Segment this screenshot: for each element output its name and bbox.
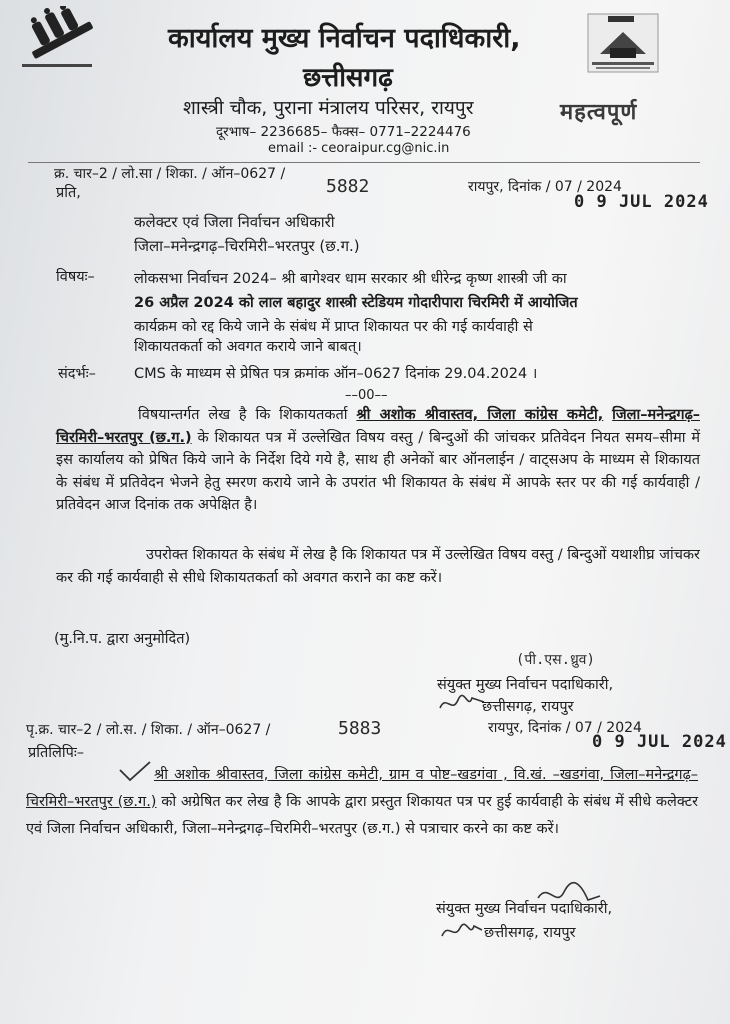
copy-label: प्रतिलिपिः– bbox=[28, 745, 85, 761]
signature-mark-2 bbox=[440, 918, 484, 946]
body-paragraph-2: उपरोक्त शिकायत के संबंध में लेख है कि शिकायत पत्र में उल्लेखित विषय वस्तु / बिन्दुओं यथाशीघ्र जांचकर कर की गई कार्यवाही से सीधे शिकायतकर्ता को अवगत कराने का कष्ट करें। bbox=[56, 547, 700, 586]
letter-date-stamp: 0 9 JUL 2024 bbox=[574, 192, 709, 212]
subject-label: विषयः– bbox=[56, 269, 95, 285]
reference-text: CMS के माध्यम से प्रेषित पत्र क्रमांक ऑन–0627 दिनांक 29.04.2024 । bbox=[134, 366, 538, 382]
endorsement-reference-number: पृ.क्र. चार–2 / लो.स. / शिका. / ऑन–0627 / bbox=[26, 722, 271, 738]
endorsement-ref-handwritten: 5883 bbox=[338, 718, 382, 739]
important-stamp: महत्वपूर्ण bbox=[560, 100, 638, 125]
endorsement-addressee: श्री अशोक श्रीवास्तव, जिला कांग्रेस कमेटी, ग्राम व पोष्ट–खडगंवा , वि.खं. –खडगंवा, जिला–मनेन्द्रगढ़–चिरमिरी–भरतपुर (छ.ग.) bbox=[26, 767, 698, 810]
body-p1-text-b: के शिकायत पत्र में उल्लेखित विषय वस्तु / बिन्दुओं की जांचकर प्रतिवेदन नियत समय–सीमा में इस कार्यालय को प्रेषित किये जाने के निर्देश दिये गये है, साथ ही अनेकों बार ऑनलाईन / वाट्सअप के माध्यम से शिकायत के संबंध में प्रतिवेदन भेजने हेतु स्मरण कराये जाने के उपरांत भी शिकायत के संबंध में आपके स्तर पर की गई कार्यवाही / प्रतिवेदन आज दिनांक तक अपेक्षित है। bbox=[56, 429, 700, 513]
letter-place-date: रायपुर, दिनांक / 07 / 2024 bbox=[468, 179, 622, 195]
voter-awareness-logo bbox=[580, 10, 666, 84]
eci-logo bbox=[20, 6, 106, 80]
reference-label: संदर्भः– bbox=[58, 366, 96, 382]
signatory-name: (पी.एस.ध्रुव) bbox=[516, 652, 595, 668]
subject-line-2: 26 अप्रैल 2024 को लाल बहादुर शास्त्री स्टेडियम गोदारीपारा चिरमिरी में आयोजित bbox=[134, 295, 578, 311]
body-p1-text-a: विषयान्तर्गत लेख है कि शिकायतकर्ता bbox=[138, 407, 357, 423]
subject-line-3: कार्यक्रम को रद्द किये जाने के संबंध में प्राप्त शिकायत पर की गई कार्यवाही से bbox=[134, 319, 533, 335]
subject-line-4: शिकायतकर्ता को अवगत कराये जाने बाबत्। bbox=[134, 339, 362, 355]
endorsement-paragraph bbox=[26, 762, 698, 843]
signature-mark-1 bbox=[438, 692, 488, 718]
signature-scribble bbox=[534, 878, 604, 916]
letter-ref-handwritten: 5882 bbox=[326, 176, 370, 197]
recipient-line-2: जिला–मनेन्द्रगढ़–चिरमिरी–भरतपुर (छ.ग.) bbox=[134, 237, 360, 255]
endorsement-place-date: रायपुर, दिनांक / 07 / 2024 bbox=[488, 720, 642, 736]
endorsement-text: को अग्रेषित कर लेख है कि आपके द्वारा प्रस्तुत शिकायत पत्र पर हुई कार्यवाही के संबंध में सीधे कलेक्टर एवं जिला निर्वाचन अधिकारी, जिला–मनेन्द्रगढ़–चिरमिरी–भरतपुर (छ.ग.) से पत्राचार करने का कष्ट करें। bbox=[26, 794, 699, 837]
letter-reference-number: क्र. चार–2 / लो.सा / शिका. / ऑन–0627 / bbox=[54, 166, 286, 182]
state-title: छत्तीसगढ़ bbox=[303, 63, 393, 93]
signatory-title: संयुक्त मुख्य निर्वाचन पदाधिकारी, bbox=[437, 677, 614, 693]
separator: ––00–– bbox=[345, 388, 388, 403]
office-email: email :- ceoraipur.cg@nic.in bbox=[268, 141, 450, 156]
final-signatory-state: छत्तीसगढ़, रायपुर bbox=[484, 925, 576, 941]
final-signatory-title: संयुक्त मुख्य निर्वाचन पदाधिकारी, bbox=[436, 901, 613, 917]
approval-note: (मु.नि.प. द्वारा अनुमोदित) bbox=[54, 631, 191, 647]
complainant-name: श्री अशोक श्रीवास्तव, जिला कांग्रेस कमेटी, bbox=[356, 407, 604, 423]
body-paragraph-1 bbox=[56, 404, 700, 517]
office-title: कार्यालय मुख्य निर्वाचन पदाधिकारी, bbox=[168, 23, 521, 54]
endorsement-date-stamp: 0 9 JUL 2024 bbox=[592, 732, 727, 752]
header-rule bbox=[28, 162, 700, 163]
subject-line-1: लोकसभा निर्वाचन 2024– श्री बागेश्वर धाम सरकार श्री धीरेन्द्र कृष्ण शास्त्री जी का bbox=[134, 271, 567, 287]
recipient-line-1: कलेक्टर एवं जिला निर्वाचन अधिकारी bbox=[134, 213, 335, 231]
signatory-state: छत्तीसगढ़, रायपुर bbox=[482, 699, 574, 715]
phone-fax: दूरभाष– 2236685– फैक्स– 0771–2224476 bbox=[216, 124, 471, 140]
to-label: प्रति, bbox=[56, 185, 81, 201]
complainant-district: जिला–मनेन्द्रगढ़–चिरमिरी–भरतपुर (छ.ग.) bbox=[56, 407, 700, 446]
office-address: शास्त्री चौक, पुराना मंत्रालय परिसर, रायपुर bbox=[183, 97, 474, 119]
